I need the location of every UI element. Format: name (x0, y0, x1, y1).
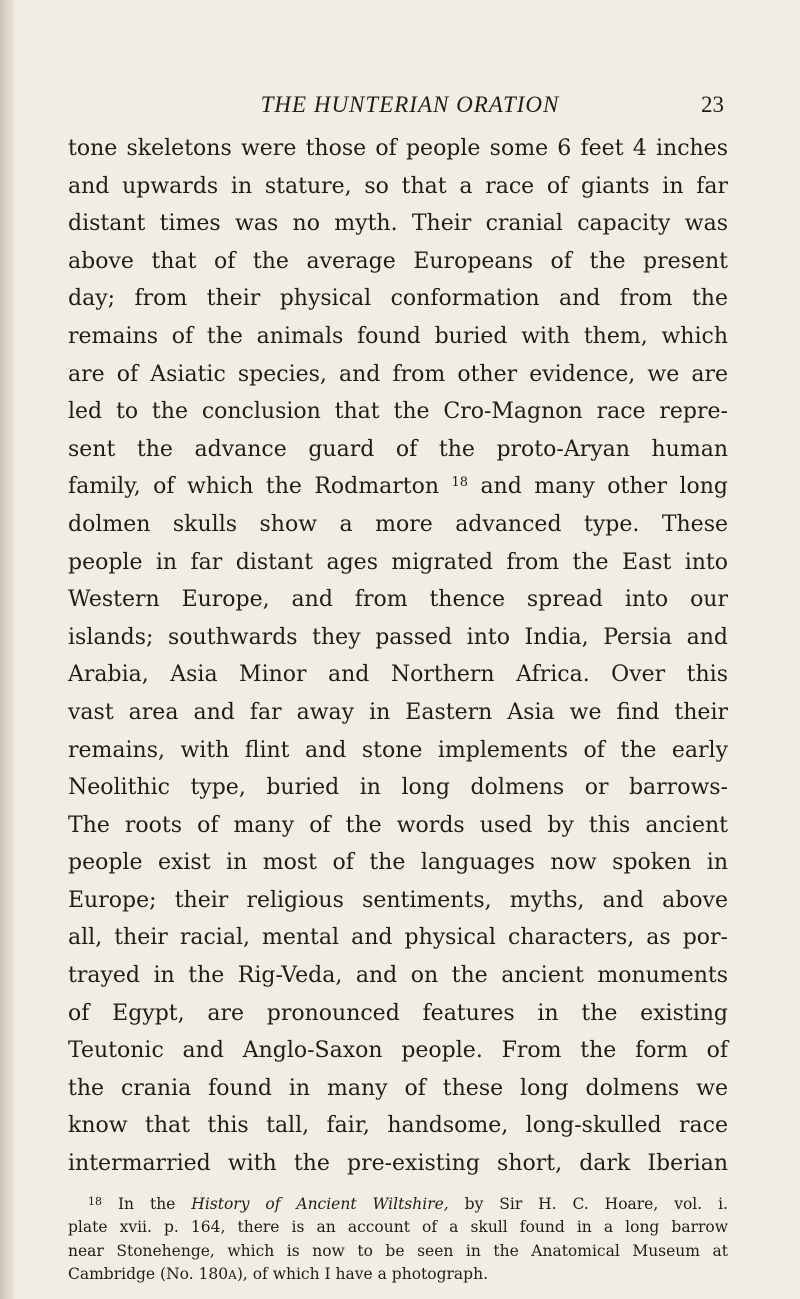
footnote-small-caps: A (228, 1268, 237, 1283)
text-line: people in far distant ages migrated from the East into (68, 549, 728, 575)
text-fragment: family, of which the Rodmarton (68, 474, 440, 500)
text-line: vast area and far away in Eastern Asia we find their (68, 699, 728, 725)
text-line: Teutonic and Anglo-Saxon people. From the form of (68, 1038, 728, 1064)
text-line: Neolithic type, buried in long dolmens or barrows- (68, 775, 728, 801)
text-line-with-footnote-ref (68, 468, 728, 506)
text-line: are of Asiatic species, and from other evidence, we are (68, 361, 728, 387)
text-line: led to the conclusion that the Cro-Magnon race repre- (68, 399, 728, 425)
running-head (68, 92, 728, 126)
footnote (68, 1193, 728, 1288)
footnote-line: near Stonehenge, which is now to be seen in the Anatomical Museum at (68, 1241, 728, 1260)
text-line: Arabia, Asia Minor and Northern Africa. Over this (68, 662, 728, 688)
text-line: remains of the animals found buried with them, which (68, 323, 728, 349)
text-line: trayed in the Rig-Veda, and on the ancient monuments (68, 963, 728, 989)
text-line: all, their racial, mental and physical characters, as por- (68, 925, 728, 951)
text-line: people exist in most of the languages now spoken in (68, 850, 728, 876)
footnote-number: 18 (88, 1194, 102, 1208)
footnote-intro: In the (117, 1194, 176, 1213)
footnote-citation: by Sir H. C. Hoare, vol. i. (464, 1194, 728, 1213)
text-fragment: and many other long (480, 474, 729, 500)
cited-book-title: History of Ancient Wiltshire, (191, 1194, 449, 1213)
footnote-line: plate xvii. p. 164, there is an account of a skull found in a long barrow (68, 1218, 728, 1237)
text-line: Western Europe, and from thence spread into our (68, 587, 728, 613)
text-line: of Egypt, are pronounced features in the existing (68, 1000, 728, 1026)
text-line: tone skeletons were those of people some 6 feet 4 inches (68, 136, 728, 161)
footnote-fragment: ), of which I have a photograph. (236, 1265, 489, 1284)
footnote-reference: 18 (451, 475, 468, 491)
page-number: 23 (701, 92, 724, 117)
footnote-fragment: Cambridge (No. 180 (68, 1265, 229, 1284)
text-line: remains, with flint and stone implements of the early (68, 737, 728, 763)
body-paragraph (68, 130, 728, 1183)
text-line: distant times was no myth. Their cranial capacity was (68, 211, 728, 237)
text-line: know that this tall, fair, handsome, long-skulled race (68, 1113, 728, 1139)
text-line: Europe; their religious sentiments, myths, and above (68, 887, 728, 913)
running-title: THE HUNTERIAN ORATION (260, 92, 560, 117)
text-line: day; from their physical conformation and from the (68, 286, 728, 312)
text-line: islands; southwards they passed into India, Persia and (68, 624, 728, 650)
text-line: intermarried with the pre-existing short, dark Iberian (68, 1151, 728, 1177)
book-page (68, 92, 728, 1282)
page-edge-shadow (0, 0, 14, 1299)
text-line: sent the advance guard of the proto-Aryan human (68, 436, 728, 462)
text-line: The roots of many of the words used by this ancient (68, 812, 728, 838)
text-line: dolmen skulls show a more advanced type. These (68, 511, 728, 537)
text-line: and upwards in stature, so that a race of giants in far (68, 173, 728, 199)
text-line: the crania found in many of these long dolmens we (68, 1075, 728, 1101)
footnote-line (68, 1193, 728, 1217)
footnote-line (68, 1263, 728, 1288)
text-line: above that of the average Europeans of the present (68, 248, 728, 274)
